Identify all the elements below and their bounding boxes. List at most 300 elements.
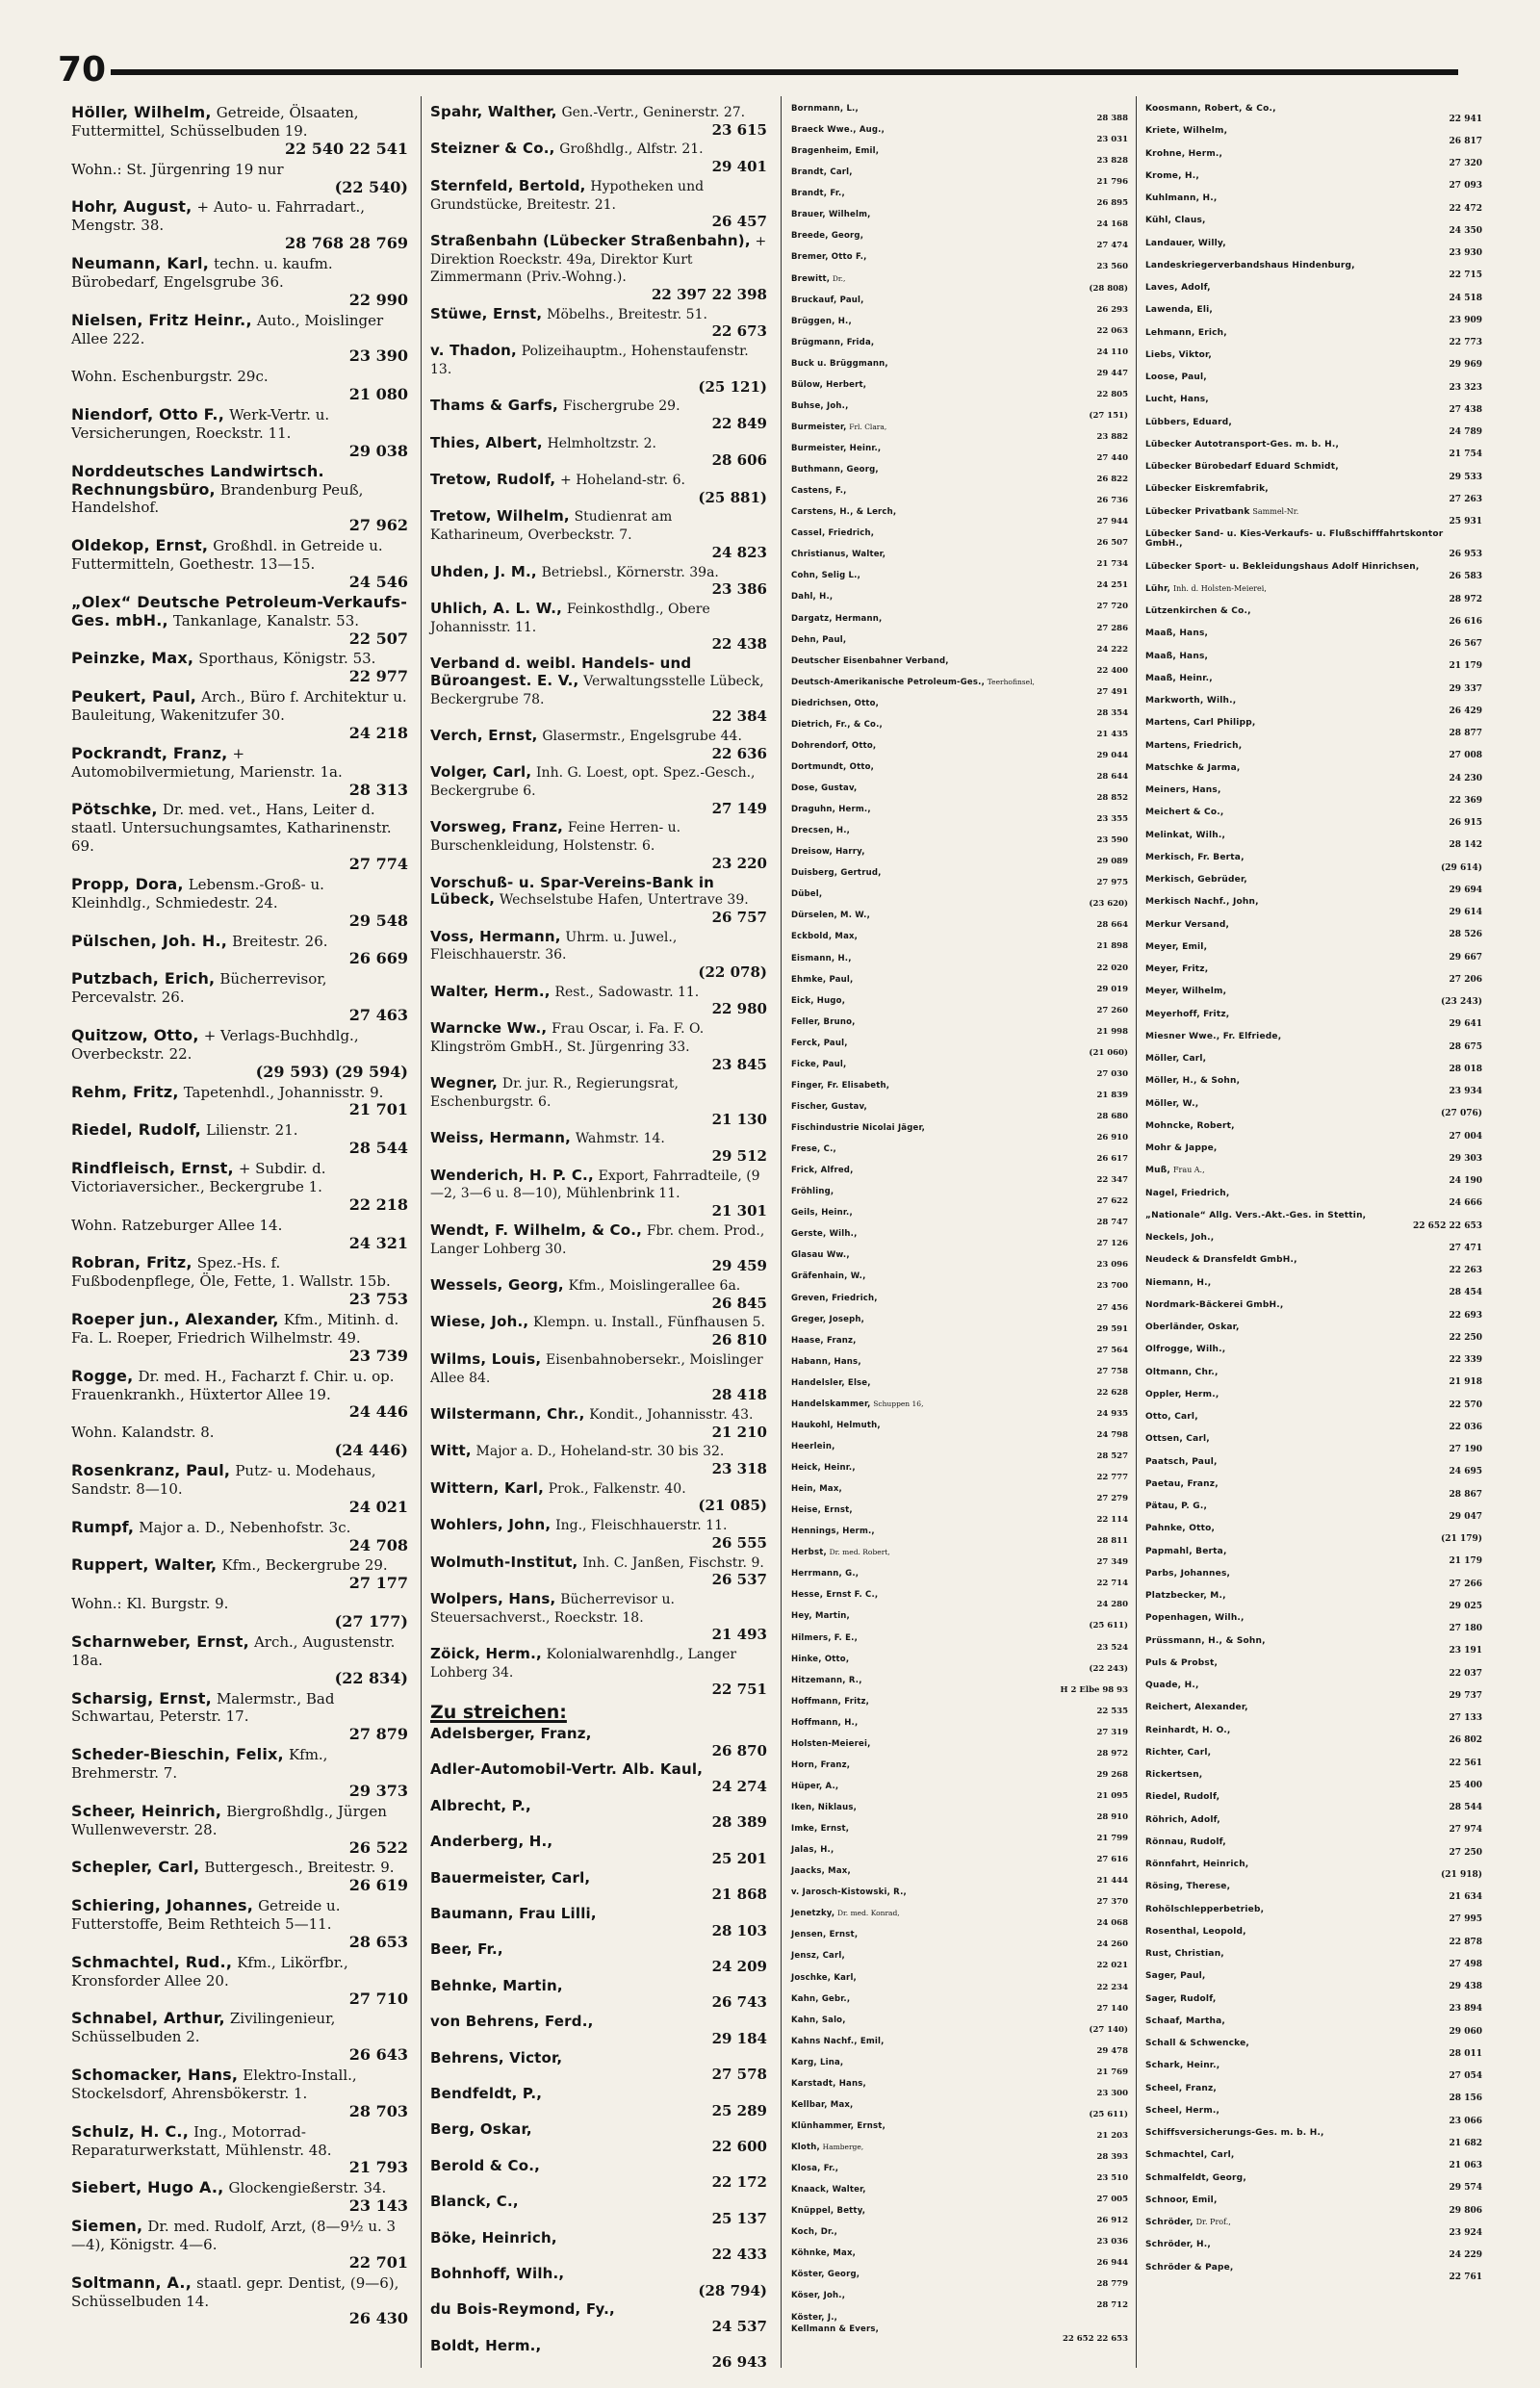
entry-phone-row: [1145, 2183, 1482, 2194]
entry-phone: 21 634: [1449, 1892, 1482, 1902]
entry-name: Berold & Co.,: [430, 2156, 541, 2174]
entry-phone-row: [1145, 684, 1482, 695]
entry-phone-row: [71, 1783, 408, 1801]
entry-name: Heick, Heinr.,: [791, 1463, 856, 1473]
directory-entry: [791, 783, 1128, 803]
entry-name: Wittern, Karl,: [430, 1478, 544, 1497]
entry-name: v. Thadon,: [430, 342, 517, 360]
entry-detail: Dr.,: [832, 273, 846, 283]
entry-phone: 24 209: [711, 1958, 767, 1976]
entry-phone: 23 894: [1449, 2004, 1482, 2015]
entry-phone-row: [791, 941, 1128, 951]
entry-detail: Major a. D., Nebenhofstr. 3c.: [139, 1518, 351, 1536]
entry-phone: 23 739: [348, 1346, 408, 1365]
entry-phone-row: [1145, 1713, 1482, 1724]
entry-detail: Dr. med. H., Facharzt f. Chir. u. op. Frauenkrankh., Hüxtertor Allee 19.: [71, 1367, 395, 1403]
entry-phone-row: [791, 475, 1128, 484]
entry-phone-row: [791, 878, 1128, 887]
entry-phone: 27 975: [1096, 878, 1128, 888]
entry-name: Dietrich, Fr., & Co.,: [791, 719, 883, 730]
directory-entry: [791, 1824, 1128, 1843]
entry-phone-row: [71, 2103, 408, 2121]
entry-name: Propp, Dora,: [71, 874, 184, 893]
entry-detail: Ing., Fleischhauerstr. 11.: [555, 1518, 728, 1534]
directory-entry: [791, 868, 1128, 887]
entry-phone-row: [71, 386, 408, 404]
entry-phone: 27 005: [1096, 2195, 1128, 2205]
entry-detail: Kfm., Beckergrube 29.: [221, 1556, 388, 1575]
entry-phone: 23 524: [1096, 1642, 1128, 1653]
directory-entry: [791, 996, 1128, 1015]
directory-entry: [430, 472, 767, 506]
entry-phone-row: [71, 1537, 408, 1555]
entry-name: Meiners, Hans,: [1145, 785, 1221, 796]
entry-phone-row: [71, 1613, 408, 1631]
entry-phone-row: [1145, 1065, 1482, 1075]
entry-phone-row: [791, 985, 1128, 994]
entry-phone-row: [791, 1346, 1128, 1355]
directory-entry: [791, 2016, 1128, 2035]
entry-phone: 24 229: [1449, 2250, 1482, 2260]
entry-detail: Tapetenhdl., Johannisstr. 9.: [183, 1083, 384, 1101]
entry-phone: 22 941: [1449, 114, 1482, 124]
entry-phone-row: [71, 2159, 408, 2177]
entry-phone: 29 667: [1449, 952, 1482, 963]
entry-phone: 26 430: [348, 2309, 408, 2328]
entry-name: Thams & Garfs,: [430, 397, 558, 415]
directory-entry: [1145, 2218, 1482, 2238]
entry-detail: Dr. med. Robert,: [829, 1548, 890, 1557]
entry-phone-row: [1145, 115, 1482, 125]
entry-name: Merkur Versand,: [1145, 919, 1230, 930]
directory-entry: [791, 1336, 1128, 1355]
entry-phone-row: [791, 666, 1128, 676]
directory-entry: [71, 1424, 408, 1460]
entry-phone: 24 190: [1449, 1176, 1482, 1186]
directory-entry: [430, 2301, 767, 2335]
entry-name: Tretow, Rudolf,: [430, 471, 556, 489]
entry-name: Nordmark-Bäckerei GmbH.,: [1145, 1299, 1284, 1310]
entry-phone-row: [1145, 294, 1482, 304]
entry-name: Bendfeldt, P.,: [430, 2084, 543, 2102]
entry-phone-row: [791, 390, 1128, 399]
directory-entry: [791, 911, 1128, 930]
directory-entry: [430, 2230, 767, 2264]
directory-entry: [71, 1690, 408, 1745]
directory-entry: [791, 338, 1128, 357]
entry-phone: 22 673: [711, 322, 767, 341]
entry-phone: 24 546: [348, 572, 408, 591]
entry-name: Frese, C.,: [791, 1144, 836, 1155]
entry-name: Robran, Fritz,: [71, 1253, 192, 1272]
directory-entry: [430, 1020, 767, 1073]
entry-name: Brandt, Carl,: [791, 167, 853, 178]
directory-entry: [1145, 987, 1482, 1007]
entry-phone: 27 093: [1449, 181, 1482, 192]
entry-name: Brauer, Wilhelm,: [791, 210, 871, 220]
entry-phone: (27 140): [1089, 2024, 1128, 2035]
directory-entry: [791, 2121, 1128, 2141]
directory-entry: [791, 1527, 1128, 1546]
entry-phone: 22 339: [1449, 1355, 1482, 1365]
entry-name: Ruppert, Walter,: [71, 1555, 218, 1575]
entry-phone: (21 085): [698, 1497, 767, 1515]
entry-phone-row: [1145, 1735, 1482, 1746]
entry-name: Drecsen, H.,: [791, 826, 851, 836]
entry-name: Wolpers, Hans,: [430, 1589, 556, 1607]
entry-phone: H 2 Elbe 98 93: [1060, 1684, 1128, 1695]
entry-phone: 24 935: [1096, 1408, 1128, 1419]
entry-phone: 28 703: [348, 2101, 408, 2120]
entry-phone-row: [791, 1281, 1128, 1291]
entry-phone: 24 110: [1096, 347, 1128, 357]
entry-phone: 22 433: [711, 2246, 767, 2264]
entry-name: Kriete, Wilhelm,: [1145, 126, 1228, 137]
entry-name: Platzbecker, M.,: [1145, 1591, 1226, 1602]
entry-phone-row: [791, 2195, 1128, 2204]
entry-phone: 25 931: [1449, 517, 1482, 527]
entry-phone: 27 578: [711, 2066, 767, 2084]
entry-phone: 24 168: [1096, 219, 1128, 230]
entry-name: Meyerhoff, Fritz,: [1145, 1009, 1230, 1019]
entry-phone: 24 789: [1449, 427, 1482, 438]
entry-name: Diedrichsen, Otto,: [791, 698, 880, 708]
entry-name: Maaß, Hans,: [1145, 651, 1209, 661]
entry-phone-row: [791, 1600, 1128, 1609]
entry-phone: 22 980: [711, 1000, 767, 1018]
directory-entry: [791, 2206, 1128, 2225]
entry-name: Pockrandt, Franz,: [71, 743, 228, 762]
directory-entry: [1145, 372, 1482, 393]
directory-entry: [430, 1554, 767, 1589]
directory-entry: [430, 984, 767, 1018]
entry-phone: 27 349: [1096, 1557, 1128, 1568]
entry-phone-row: [1145, 2093, 1482, 2104]
entry-detail: staatl. gepr. Dentist, (9—6), Schüsselbuden 14.: [71, 2273, 399, 2310]
entry-name: Ficke, Paul,: [791, 1059, 847, 1069]
entry-name: Schomacker, Hans,: [71, 2066, 239, 2084]
directory-entry: [791, 231, 1128, 250]
entry-name: Jensen, Ernst,: [791, 1930, 859, 1940]
directory-entry: [791, 359, 1128, 378]
entry-phone-row: [791, 1473, 1128, 1482]
directory-entry: [430, 564, 767, 599]
directory-entry: [430, 2086, 767, 2119]
entry-name: Kellbar, Max,: [791, 2099, 854, 2110]
entry-phone: 26 810: [711, 1331, 767, 1349]
entry-name: Riedel, Rudolf,: [71, 1120, 201, 1140]
entry-phone-row: [1145, 1288, 1482, 1298]
entry-name: Fischer, Gustav,: [791, 1101, 867, 1112]
directory-entry: [1145, 1569, 1482, 1589]
entry-name: Landeskriegerverbandshaus Hindenburg,: [1145, 260, 1355, 270]
entry-name: Lübecker Eiskremfabrik,: [1145, 484, 1269, 495]
directory-entry: [1145, 1547, 1482, 1567]
entry-phone-row: [791, 1303, 1128, 1313]
entry-phone: 23 355: [1096, 814, 1128, 825]
entry-phone: 29 641: [1449, 1019, 1482, 1030]
directory-entry: [791, 486, 1128, 505]
directory-entry: [791, 805, 1128, 824]
entry-phone-row: [1145, 1579, 1482, 1590]
directory-entry: [71, 801, 408, 874]
entry-phone-row: [430, 964, 767, 982]
directory-entry: [430, 2121, 767, 2155]
entry-phone-row: [1145, 1467, 1482, 1477]
directory-entry: [791, 1315, 1128, 1334]
entry-phone: (29 593) (29 594): [255, 1062, 408, 1081]
directory-entry: [430, 104, 767, 139]
entry-phone-row: [791, 156, 1128, 166]
entry-detail: Kfm., Likörfbr., Kronsforder Allee 20.: [71, 1953, 348, 1990]
entry-phone-row: [1145, 550, 1482, 560]
entry-phone-row: [71, 630, 408, 649]
entry-phone: 26 293: [1096, 304, 1128, 315]
directory-entry: [791, 2037, 1128, 2056]
entry-phone-row: [1145, 1355, 1482, 1366]
entry-phone: 29 438: [1449, 1982, 1482, 1991]
entry-phone-row: [791, 1855, 1128, 1864]
entry-phone: 24 666: [1449, 1198, 1482, 1209]
entry-phone-row: [791, 538, 1128, 548]
entry-phone: 22 234: [1096, 1982, 1128, 1992]
directory-entry: [791, 614, 1128, 633]
entry-phone-row: [1145, 1445, 1482, 1455]
entry-name: Melinkat, Wilh.,: [1145, 830, 1226, 840]
column-divider: [781, 96, 782, 2368]
entry-detail: Rest., Sadowastr. 11.: [554, 984, 700, 1000]
entry-phone: 24 230: [1449, 773, 1482, 783]
entry-phone: 21 796: [1096, 177, 1128, 188]
entry-phone-row: [791, 1409, 1128, 1419]
entry-phone-row: [1145, 617, 1482, 628]
entry-phone: 27 974: [1449, 1825, 1482, 1836]
entry-name: Stüwe, Ernst,: [430, 304, 543, 322]
directory-entry: [1145, 2240, 1482, 2260]
entry-phone: 28 867: [1449, 1489, 1482, 1500]
entry-phone: 23 615: [711, 120, 767, 139]
directory-entry: [791, 146, 1128, 166]
directory-entry: [430, 141, 767, 175]
entry-detail: Klempn. u. Install., Fünfhausen 5.: [533, 1315, 765, 1331]
entry-name: Schmalfeldt, Georg,: [1145, 2172, 1246, 2183]
directory-entry: [791, 444, 1128, 463]
entry-phone-row: [1145, 908, 1482, 918]
directory-entry: [1145, 418, 1482, 438]
entry-phone-row: [791, 2152, 1128, 2162]
entry-detail: Polizeihauptm., Hohenstaufenstr. 13.: [430, 344, 749, 377]
entry-detail: Hamberge,: [822, 2143, 864, 2151]
entry-phone-row: [1145, 1132, 1482, 1143]
entry-phone-row: [791, 2173, 1128, 2183]
directory-entry: [791, 1208, 1128, 1227]
directory-entry: [791, 2324, 1128, 2344]
entry-name: Maaß, Hans,: [1145, 629, 1209, 639]
directory-entry: [1145, 562, 1482, 582]
entry-detail: Major a. D., Hoheland-str. 30 bis 32.: [475, 1444, 725, 1460]
entry-phone-row: [791, 2131, 1128, 2141]
entry-detail: + Verlags-Buchhdlg., Overbeckstr. 22.: [71, 1026, 359, 1063]
directory-entry: [1145, 1927, 1482, 1947]
directory-entry: [791, 889, 1128, 909]
entry-phone: 22 628: [1096, 1387, 1128, 1398]
entry-name: Meyer, Wilhelm,: [1145, 987, 1227, 997]
directory-entry: [791, 847, 1128, 866]
entry-name: Wilms, Louis,: [430, 1349, 542, 1368]
entry-name: Cohn, Selig L.,: [791, 571, 861, 581]
page-number: 70: [58, 50, 107, 90]
entry-phone: 29 044: [1096, 750, 1128, 760]
entry-detail: Frau A.,: [1172, 1166, 1205, 1175]
entry-phone: 27 995: [1449, 1914, 1482, 1925]
directory-entry: [430, 1726, 767, 1759]
directory-entry: [791, 1442, 1128, 1461]
directory-entry: [791, 571, 1128, 590]
entry-name: Hennings, Herm.,: [791, 1527, 875, 1537]
entry-phone-row: [791, 559, 1128, 569]
entry-name: Verband d. weibl. Handels- und Büroangest. E. V.,: [430, 655, 692, 689]
entry-detail: Teerhofinsel,: [987, 677, 1035, 686]
directory-entry: [71, 2274, 408, 2329]
entry-phone-row: [791, 624, 1128, 633]
directory-entry: [1145, 1591, 1482, 1611]
entry-name: Deutscher Eisenbahner Verband,: [791, 655, 949, 666]
directory-entry: [1145, 1971, 1482, 1991]
entry-phone: 21 868: [711, 1886, 767, 1904]
directory-entry: [1145, 2106, 1482, 2126]
directory-entry: [430, 655, 767, 726]
entry-phone-row: [430, 545, 767, 562]
entry-phone: 23 560: [1096, 262, 1128, 272]
directory-entry: [791, 826, 1128, 845]
entry-phone-row: [430, 159, 767, 176]
entry-phone: 23 390: [348, 347, 408, 366]
column-3: [791, 104, 1128, 2346]
entry-phone: 21 130: [711, 1110, 767, 1128]
entry-phone: 28 747: [1096, 1218, 1128, 1228]
entry-phone-row: [1145, 1669, 1482, 1680]
entry-phone-row: [1145, 449, 1482, 460]
entry-phone: 24 321: [348, 1233, 408, 1252]
entry-phone-row: [71, 1348, 408, 1366]
entry-name: Mohncke, Robert,: [1145, 1120, 1235, 1131]
entry-name: Kloth,: [791, 2143, 820, 2152]
entry-phone: 21 080: [348, 385, 408, 404]
entry-phone-row: [1145, 1400, 1482, 1411]
directory-entry: [430, 819, 767, 872]
entry-detail: Lilienstr. 21.: [206, 1121, 298, 1140]
entry-phone-row: [1145, 495, 1482, 505]
directory-entry: [1145, 674, 1482, 694]
entry-detail: Gen.-Vertr., Geninerstr. 27.: [561, 105, 746, 120]
entry-phone: 29 459: [711, 1257, 767, 1275]
entry-phone: 21 210: [711, 1423, 767, 1441]
directory-entry: [1145, 741, 1482, 761]
directory-entry: [430, 1834, 767, 1867]
entry-phone-row: [430, 636, 767, 654]
entry-phone-row: [791, 1770, 1128, 1780]
entry-phone-row: [430, 856, 767, 873]
directory-entry: [1145, 1233, 1482, 1253]
directory-entry: [430, 728, 767, 762]
directory-entry: [1145, 1076, 1482, 1096]
entry-name: Koch, Dr.,: [791, 2227, 838, 2238]
directory-entry: [430, 1168, 767, 1220]
entry-name: Klünhammer, Ernst,: [791, 2120, 886, 2131]
entry-name: Walter, Herm.,: [430, 982, 551, 1000]
entry-name: Weiss, Hermann,: [430, 1129, 572, 1147]
directory-entry: [71, 368, 408, 404]
directory-entry: [71, 2123, 408, 2178]
entry-phone-row: [1145, 226, 1482, 237]
directory-entry: [1145, 1815, 1482, 1836]
entry-name: Quade, H.,: [1145, 1681, 1199, 1691]
entry-phone: 27 054: [1449, 2071, 1482, 2081]
directory-entry: [71, 1954, 408, 2009]
entry-phone: 29 614: [1449, 908, 1482, 917]
entry-name: Oldekop, Ernst,: [71, 536, 209, 555]
entry-phone: 28 313: [348, 780, 408, 799]
directory-entry: [1145, 171, 1482, 192]
entry-phone-row: [1145, 796, 1482, 807]
entry-phone-row: [430, 1498, 767, 1515]
entry-name: Sager, Paul,: [1145, 1971, 1206, 1982]
entry-name: Papmahl, Berta,: [1145, 1546, 1227, 1556]
entry-name: Soltmann, A.,: [71, 2272, 192, 2292]
directory-entry: [791, 1909, 1128, 1928]
directory-entry: [1145, 964, 1482, 985]
entry-name: Deutsch-Amerikanische Petroleum-Ges.,: [791, 677, 986, 687]
entry-name: Schnoor, Emil,: [1145, 2195, 1218, 2205]
entry-phone: 26 567: [1449, 639, 1482, 649]
directory-entry: [71, 688, 408, 743]
directory-entry: [430, 1480, 767, 1515]
entry-phone: 23 924: [1449, 2227, 1482, 2238]
entry-phone-row: [430, 1994, 767, 2012]
directory-entry: [1145, 1255, 1482, 1275]
entry-detail: Lebensm.-Groß- u. Kleinhdlg., Schmiedestr. 24.: [71, 875, 324, 912]
entry-name: Vorsweg, Franz,: [430, 818, 564, 836]
entry-phone-row: [1145, 2071, 1482, 2082]
directory-entry: [1145, 395, 1482, 415]
entry-phone: 25 400: [1449, 1780, 1482, 1790]
entry-phone: (21 918): [1441, 1869, 1482, 1880]
entry-detail: Kolonialwarenhdlg., Langer Lohberg 34.: [430, 1647, 737, 1681]
entry-phone-row: [791, 1133, 1128, 1143]
entry-phone-row: [430, 2031, 767, 2048]
entry-name: Oberländer, Oskar,: [1145, 1322, 1240, 1333]
directory-entry: [430, 2338, 767, 2372]
entry-phone-row: [1145, 1333, 1482, 1344]
entry-name: Meyer, Emil,: [1145, 941, 1208, 952]
entry-phone-row: [1145, 270, 1482, 281]
entry-detail: Feinkosthdlg., Obere Johannisstr. 11.: [430, 601, 710, 635]
entry-phone-row: [791, 835, 1128, 845]
entry-phone: 21 799: [1096, 1834, 1128, 1844]
entry-name: Klosa, Fr.,: [791, 2164, 839, 2174]
directory-entry: [791, 1548, 1128, 1567]
directory-entry: [430, 1406, 767, 1441]
entry-name: Iken, Niklaus,: [791, 1803, 858, 1812]
directory-entry: [791, 635, 1128, 655]
entry-phone: 22 693: [1449, 1310, 1482, 1321]
directory-entry: [71, 1595, 408, 1631]
entry-name: Schmachtel, Rud.,: [71, 1952, 233, 1971]
entry-name: Lübbers, Eduard,: [1145, 417, 1233, 427]
directory-entry: [791, 401, 1128, 421]
entry-phone-row: [1145, 886, 1482, 896]
entry-phone: 26 912: [1096, 2216, 1128, 2226]
